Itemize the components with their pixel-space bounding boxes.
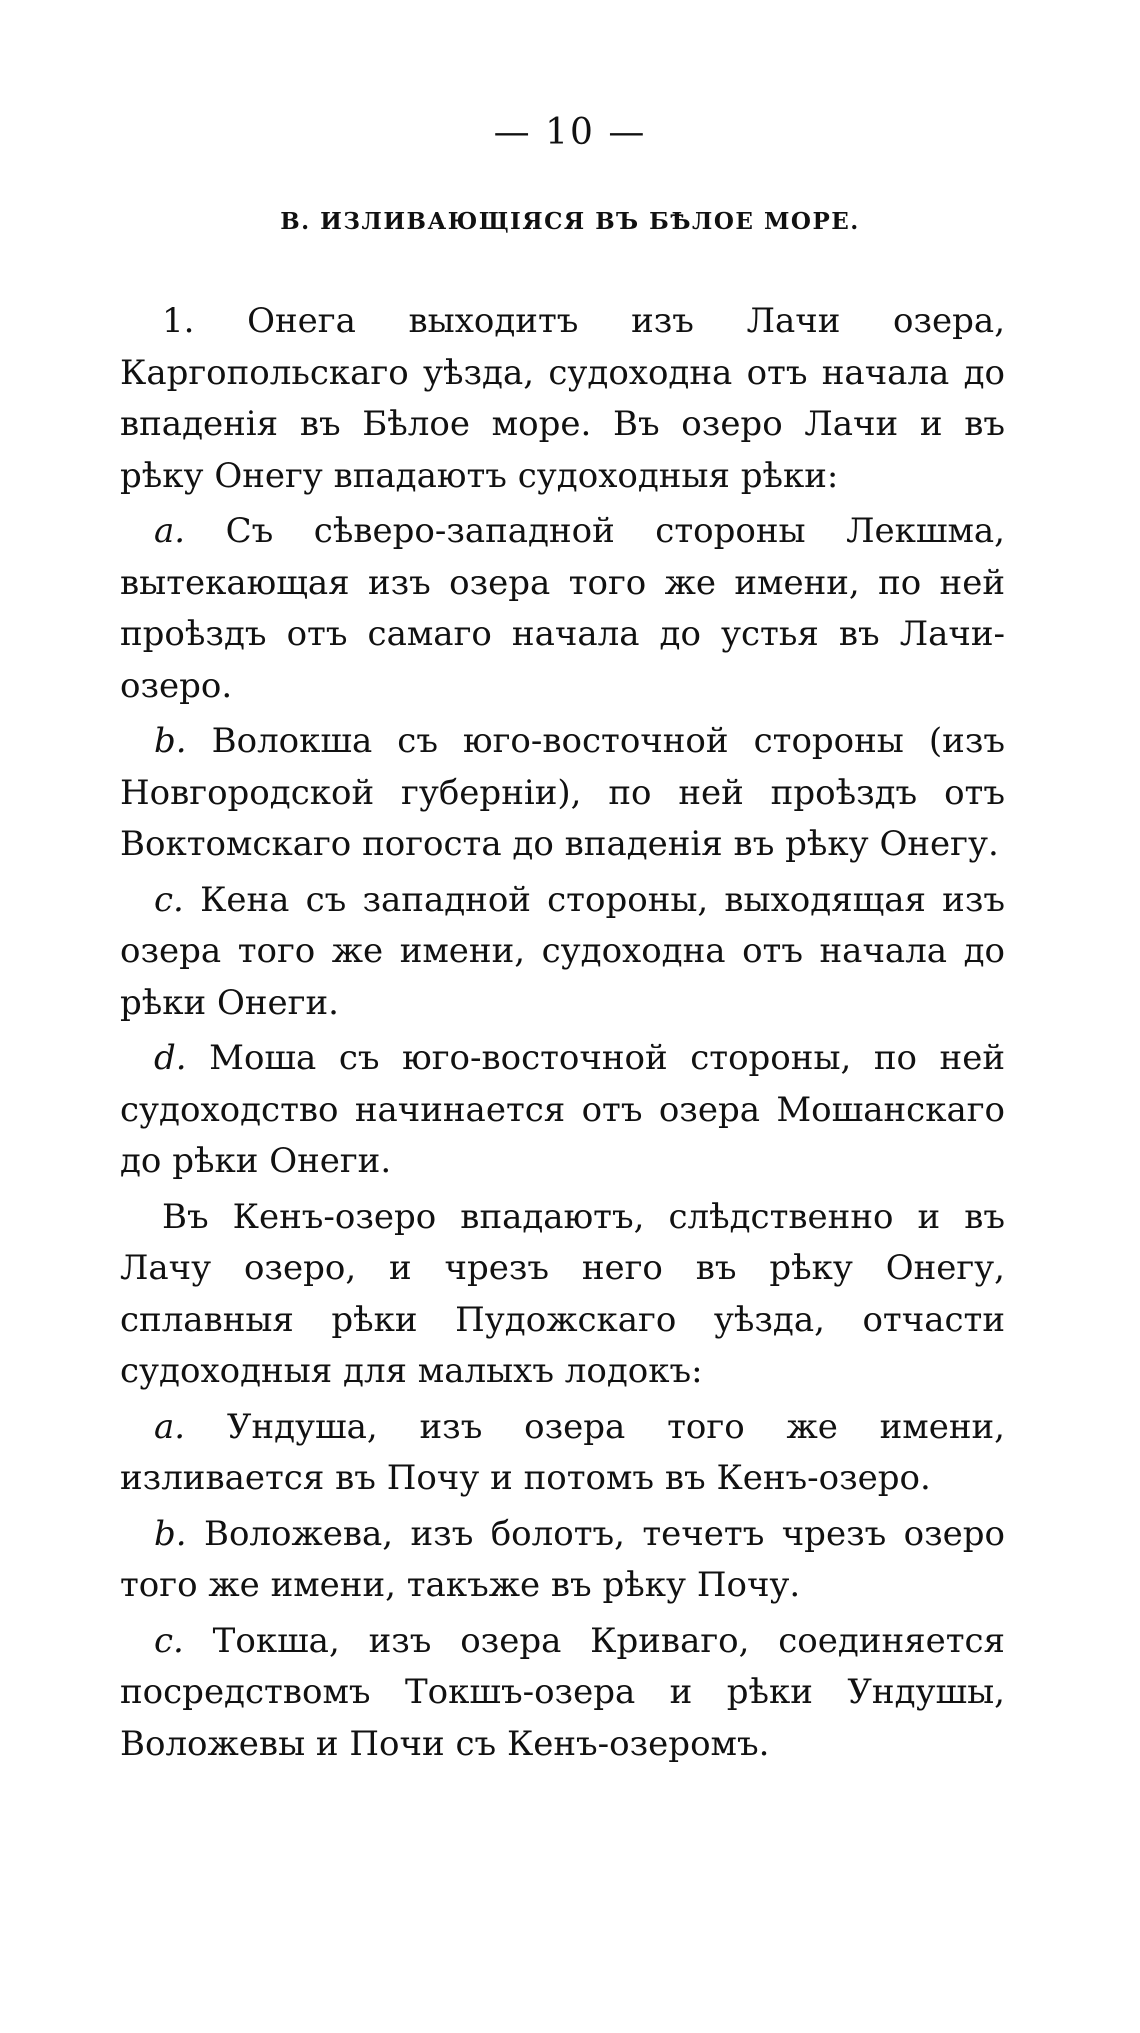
list-item-marker: b.	[154, 1513, 187, 1554]
list-item-text: Токша, изъ озера Криваго, соединяется посредствомъ Токшъ-озера и рѣки Ундушы, Воложевы и Почи съ Кенъ-озеромъ.	[120, 1620, 1005, 1764]
section-heading: В. ИЗЛИВАЮЩІЯСЯ ВЪ БѢЛОЕ МОРЕ.	[280, 208, 860, 235]
list-item-lekshma	[120, 506, 1005, 712]
list-item-kena	[120, 875, 1005, 1030]
list-item-marker: b.	[154, 721, 187, 761]
list-item-text: Воложева, изъ болотъ, течетъ чрезъ озеро того же имени, такъже въ рѣку Почу.	[120, 1513, 1006, 1605]
list-item-volokosha	[120, 716, 1005, 871]
paragraph-text: Въ Кенъ-озеро впадаютъ, слѣдственно и въ Лачу озеро, и чрезъ него въ рѣку Онегу, сплавныя рѣки Пудожскаго уѣзда, отчасти судоходныя для малыхъ лодокъ:	[120, 1196, 1005, 1391]
list-item-text: Ундуша, изъ озера того же имени, изливается въ Почу и потомъ въ Кенъ-озеро.	[120, 1406, 1005, 1498]
paragraph-number: 1.	[162, 301, 195, 341]
list-item-marker: d.	[154, 1038, 187, 1078]
paragraph-onega	[120, 296, 1005, 502]
list-item-text: Моша съ юго-восточной стороны, по ней судоходство начинается отъ озера Мошанскаго до рѣки Онеги.	[120, 1038, 1005, 1181]
list-item-text: Съ сѣверо-западной стороны Лекшма, вытекающая изъ озера того же имени, по ней проѣздъ отъ самаго начала до устья въ Лачи-озеро.	[120, 511, 1005, 706]
list-item-marker: c.	[154, 879, 184, 920]
list-item-marker: a.	[154, 1406, 186, 1447]
list-item-mosha	[120, 1033, 1005, 1188]
body-text	[120, 296, 1005, 1774]
list-item-volozheva	[120, 1509, 1005, 1612]
page-number: — 10 —	[493, 112, 647, 153]
paragraph-ken-ozero	[120, 1192, 1005, 1398]
list-item-marker: c.	[154, 1620, 184, 1661]
list-item-toksha	[120, 1616, 1005, 1771]
list-item-marker: a.	[154, 511, 186, 551]
list-item-undusha	[120, 1402, 1005, 1505]
list-item-text: Кена съ западной стороны, выходящая изъ озера того же имени, судоходна отъ начала до рѣки Онеги.	[120, 879, 1005, 1023]
list-item-text: Волокша съ юго-восточной стороны (изъ Новгородской губерніи), по ней проѣздъ отъ Воктомскаго погоста до впаденія въ рѣку Онегу.	[120, 721, 1005, 864]
paragraph-text: Онега выходитъ изъ Лачи озера, Каргопольскаго уѣзда, судоходна отъ начала до впаденія въ Бѣлое море. Въ озеро Лачи и въ рѣку Онегу впадаютъ судоходныя рѣки:	[120, 301, 1006, 496]
